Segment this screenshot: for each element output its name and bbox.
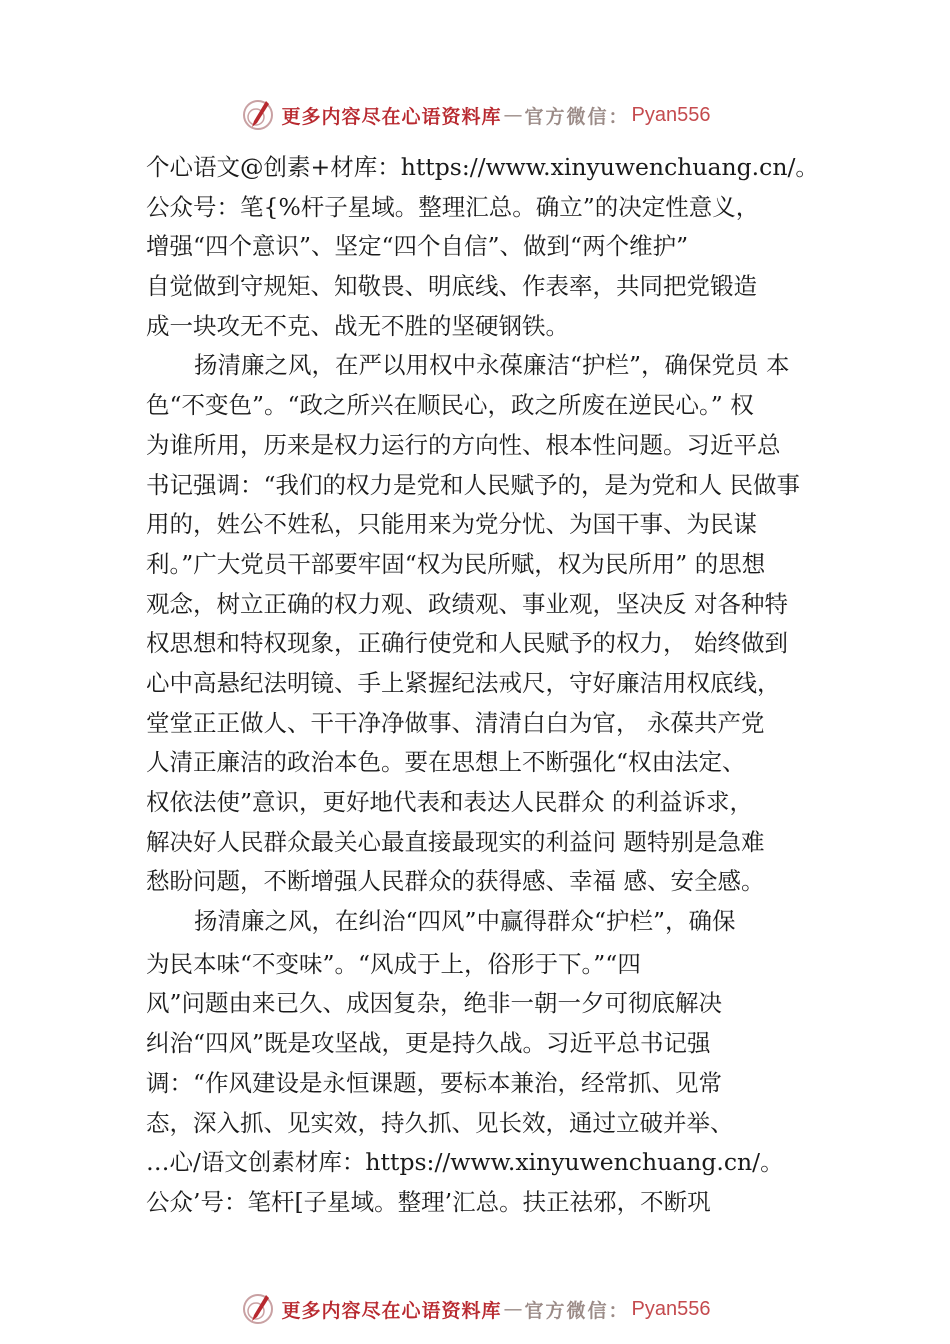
footer-banner bbox=[0, 1287, 950, 1331]
banner-dash: — bbox=[503, 1298, 523, 1320]
banner-title: 更多内容尽在心语资料库 bbox=[281, 105, 502, 128]
pen-logo-icon bbox=[240, 1291, 276, 1327]
text-line: 风”问题由来已久、成因复杂，绝非一朝一夕可彻底解决 bbox=[146, 989, 723, 1018]
text-line: 堂堂正正做人、干干净净做事、清清白白为官， 永葆共产党 bbox=[146, 708, 765, 737]
text-line: 个心语文@创素+材库：https://www.xinyuwenchuang.cn/。 bbox=[146, 153, 819, 181]
text-line: 权依法使”意识，更好地代表和表达人民群众 的利益诉求， bbox=[146, 788, 753, 816]
text-line: 解决好人民群众最关心最直接最现实的利益问 题特别是急难 bbox=[146, 827, 765, 856]
text-line: 公众’号：笔杆[子星域。整理’汇总。扶正祛邪，不断巩 bbox=[146, 1187, 711, 1216]
pen-logo-icon bbox=[240, 97, 276, 133]
text-line: 增强“四个意识”、坚定“四个自信”、做到“两个维护” bbox=[146, 232, 689, 261]
paragraph-start-line: 扬清廉之风，在严以用权中永葆廉洁“护栏”，确保党员 本 bbox=[194, 351, 790, 380]
text-line: 权思想和特权现象，正确行使党和人民赋予的权力， 始终做到 bbox=[146, 629, 788, 658]
text-line: 心中高悬纪法明镜、手上紧握纪法戒尺，守好廉洁用权底线， bbox=[146, 668, 781, 697]
text-line: 公众号：笔{%杆子星域。整理汇总。确立”的决定性意义， bbox=[146, 192, 760, 221]
text-line: 成一块攻无不克、战无不胜的坚硬钢铁。 bbox=[146, 311, 569, 340]
banner-wechat-id: Pyan556 bbox=[631, 1297, 711, 1320]
banner-wechat-id: Pyan556 bbox=[631, 103, 711, 126]
banner-dash: — bbox=[503, 104, 523, 126]
text-line: 人清正廉洁的政治本色。要在思想上不断强化“权由法定、 bbox=[146, 748, 746, 777]
document-body bbox=[146, 148, 846, 1223]
text-line: …心/语文创素材库：https://www.xinyuwenchuang.cn/。 bbox=[146, 1148, 784, 1177]
banner-label: 官方微信： bbox=[524, 1299, 630, 1322]
text-line: 愁盼问题，不断增强人民群众的获得感、幸福 感、安全感。 bbox=[146, 867, 765, 896]
paragraph-start-line: 扬清廉之风，在纠治“四风”中赢得群众“护栏”，确保 bbox=[194, 907, 736, 936]
text-line: 纠治“四风”既是攻坚战，更是持久战。习近平总书记强 bbox=[146, 1029, 711, 1058]
text-line: 观念，树立正确的权力观、政绩观、事业观，坚决反 对各种特 bbox=[146, 589, 788, 618]
text-line: 调：“作风建设是永恒课题，要标本兼治，经常抓、见常 bbox=[146, 1068, 723, 1097]
text-line: 为谁所用，历来是权力运行的方向性、根本性问题。习近平总 bbox=[146, 430, 781, 459]
text-line: 态，深入抓、见实效，持久抓、见长效，通过立破并举、 bbox=[146, 1108, 734, 1137]
text-line: 书记强调：“我们的权力是党和人民赋予的，是为党和人 民做事 bbox=[146, 470, 800, 499]
text-line: 利。”广大党员干部要牢固“权为民所赋，权为民所用” 的思想 bbox=[146, 549, 766, 578]
header-banner bbox=[0, 93, 950, 137]
text-line: 自觉做到守规矩、知敬畏、明底线、作表率，共同把党锻造 bbox=[146, 272, 757, 301]
text-line: 用的，姓公不姓私，只能用来为党分忧、为国干事、为民谋 bbox=[146, 510, 757, 539]
text-line: 为民本味“不变味”。“风成于上，俗形于下。”“四 bbox=[146, 949, 641, 978]
banner-label: 官方微信： bbox=[524, 105, 630, 128]
text-line: 色“不变色”。“政之所兴在顺民心，政之所废在逆民心。” 权 bbox=[146, 391, 754, 420]
banner-title: 更多内容尽在心语资料库 bbox=[281, 1299, 502, 1322]
